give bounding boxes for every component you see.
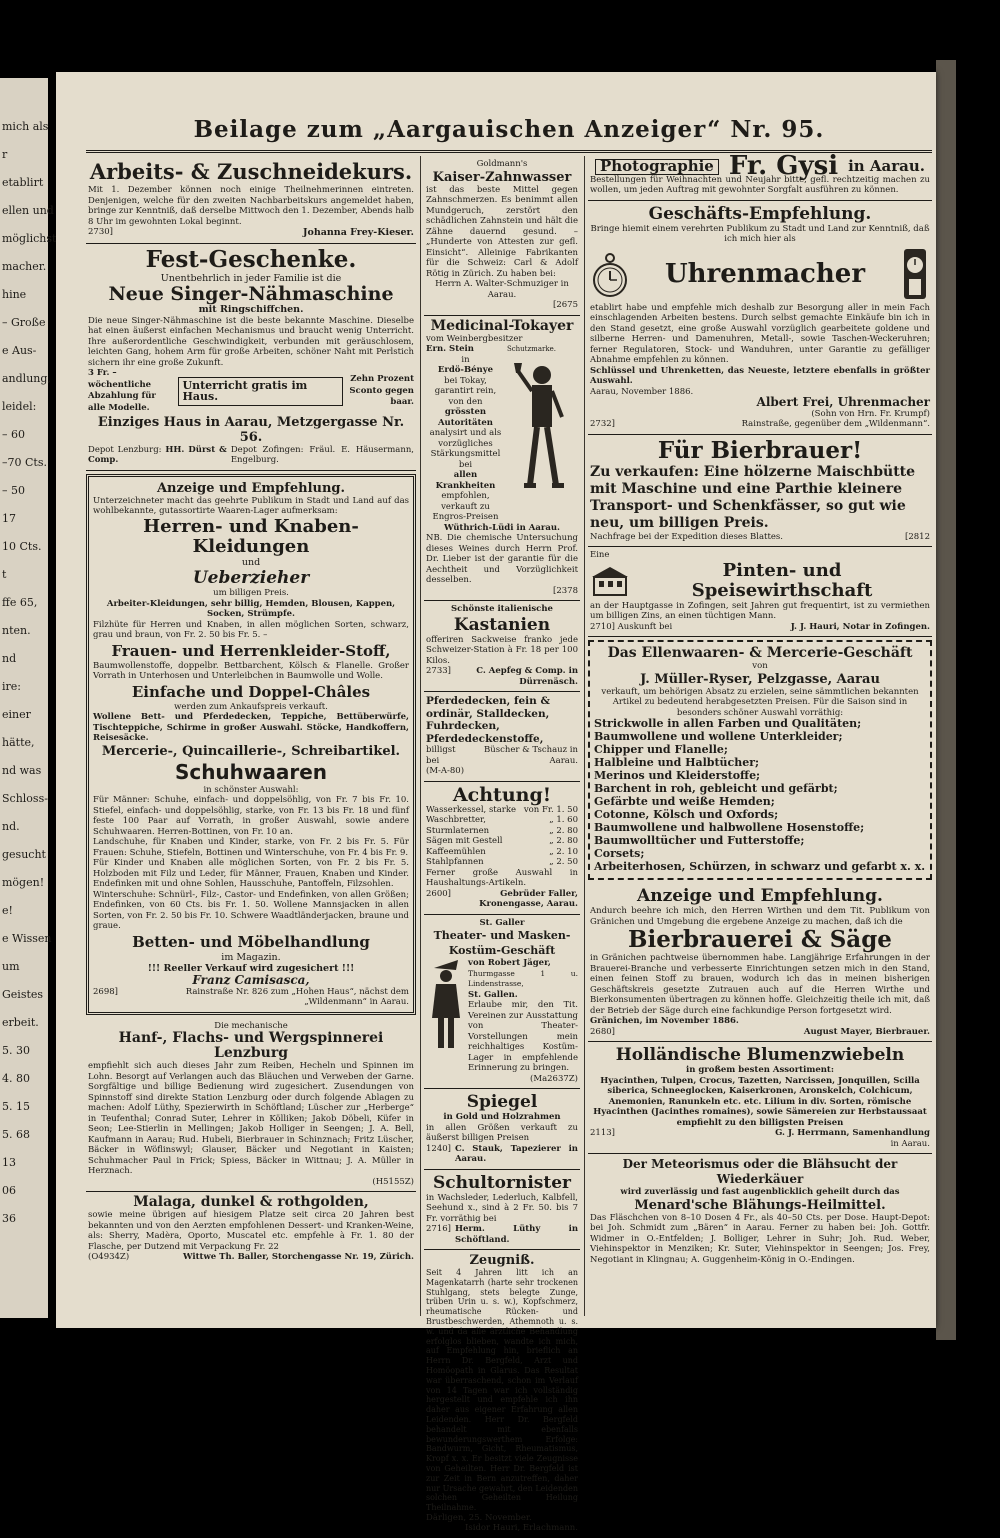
ad-tokayer (424, 316, 580, 602)
ad-signature: August Mayer, Bierbrauer. (803, 1026, 930, 1037)
ad-signature: Büscher & Tschauz in Aarau. (484, 745, 578, 766)
ad-number: [2378 (553, 585, 578, 596)
ad-line: Schönste italienische (451, 604, 553, 614)
price-row (426, 836, 578, 847)
ad-code: (M-A-80) (426, 766, 465, 776)
ad-text: Für Kinder und Knaben alle möglichen Sorten, von Fr. 2 bis Fr. 5. Holzboden mit Filz und Leder, für Männer, Frauen, Knaben und Kinder. Endefinken mit und ohne Sohlen, Hausschuhe, Pantoffeln, Filzsohlen. (93, 858, 409, 890)
left-page-text: 5. 15 (2, 1100, 30, 1113)
price-item-name: Stahlpfannen (426, 857, 484, 867)
ad-text: an der Hauptgasse in Zofingen, seit Jahren gut frequentirt, ist zu vermiethen um billigen Zins, an einen tüchtigen Mann. (590, 600, 930, 622)
ad-signature: G. J. Herrmann, Samenhandlung (775, 1128, 930, 1139)
left-page-text: einer (2, 708, 31, 721)
ad-date: Aarau, November 1886. (590, 386, 694, 397)
ad-text: Wollene Bett- und Pferdedecken, Teppiche, Bettüberwürfe, Tischteppiche, Schirme in großer Auswahl. Stöcke, Handkoffern, Reisesäcke. (93, 712, 409, 744)
ad-camisasca (86, 474, 416, 1015)
ad-malaga (86, 1192, 416, 1267)
ad-line: um billigen Preis. (213, 588, 289, 599)
price-row (426, 805, 578, 816)
ad-discount: Zehn Prozent Sconto gegen baar. (349, 374, 414, 408)
ad-title: Fr. Gysi (728, 151, 839, 181)
ad-line: Eine (590, 550, 610, 561)
ad-title: Zeugniß. (469, 1253, 535, 1268)
price-list (426, 805, 578, 868)
ad-line: und (241, 556, 261, 568)
ad-signature: J. J. Hauri, Notar in Zofingen. (790, 621, 930, 632)
price-row (426, 826, 578, 837)
ad-text: Schlüssel und Uhrenketten, das Neueste, letztere ebenfalls in größter Auswahl. (590, 365, 930, 387)
ad-number: 2680] (590, 1026, 615, 1037)
left-page-text: gesucht (2, 848, 46, 861)
left-page-text: Geistes (2, 988, 44, 1001)
ad-zeugniss (424, 1250, 580, 1538)
ad-name: Ern. Stein (426, 344, 474, 354)
column-2 (424, 156, 580, 1534)
ad-subtitle: Uhrenmacher (664, 258, 866, 289)
depot-value: HH. Dürst & Comp. (88, 444, 227, 466)
left-page-text: nd (2, 652, 17, 665)
ad-line: Auskunft bei (617, 621, 673, 632)
ad-line: wird zuverlässig und fast augenblicklich geheilt durch das (620, 1187, 900, 1198)
ad-zuschneidekurs (86, 156, 416, 244)
ad-text: Hyacinthen, Tulpen, Crocus, Tazetten, Narcissen, Jonquillen, Scilla siberica, Schneeglocken, Kaiserkronen, Aronskelch, Colchicum, Anemonien, Ranunkeln etc. etc. Lilium in div. Sorten, römische Hyacinthen (Jacinthes romaines), sowie Sämereien zur Herbstaussaat empfiehlt zu den billigsten Preisen (593, 1075, 927, 1128)
left-page-text: 06 (2, 1184, 16, 1197)
left-page-text: leidel: (2, 400, 37, 413)
left-page-text: andlung, (2, 372, 51, 385)
item-list (594, 718, 926, 874)
ad-number: 2733] (426, 666, 451, 676)
list-item: Arbeiterhosen, Schürzen, in schwarz und gefarbt x. x. (594, 860, 926, 874)
ad-title: Theater- und Masken-Kostüm-Geschäft (433, 929, 571, 957)
price-row (426, 857, 578, 868)
ad-signature: C. Aepfeg & Comp. in Dürrenäsch. (476, 666, 578, 687)
price-item-value: „ 1. 60 (549, 815, 578, 825)
ad-signature: Herm. Lüthy in Schöftland. (454, 1224, 578, 1245)
list-item: Halbleine und Halbtücher; (594, 756, 760, 770)
left-page-text: macher. (2, 260, 47, 273)
ad-heading: Mercerie-, Quincaillerie-, Schreibartikel. (101, 743, 401, 759)
left-page-text: mich als (2, 120, 49, 133)
ad-schultornister (424, 1170, 580, 1251)
ad-line: in (461, 354, 470, 365)
ad-code: (Ma2637Z) (530, 1073, 578, 1084)
price-item-value: „ 2. 50 (549, 857, 578, 867)
right-page-edge (936, 60, 956, 1340)
ad-title: Geschäfts-Empfehlung. (648, 203, 872, 224)
ad-number: 2730] (88, 227, 113, 237)
ad-text: Bestellungen für Weihnachten und Neujahr bitte, gefl. rechtzeitig machen zu wollen, um jeden Auftrag mit gewohnter Sorgfalt ausführen zu können. (590, 174, 930, 196)
left-page-text: – 60 (2, 428, 25, 441)
ad-text: Für Männer: Schuhe, einfach- und doppelsöhlig, von Fr. 7 bis Fr. 10. Stiefel, einfach- und doppelsöhlig, starke, von Fr. 13 bis Fr. 18 und fünf feste 100 Paar auf Vorrath, in großer Auswahl, sowie andere Schuhwaaren. Herren-Bottinen, von Fr. 10 an. (93, 795, 409, 837)
ad-title: Pinten- und Speisewirthschaft (691, 559, 873, 601)
ad-number: 1240] (426, 1143, 451, 1154)
ad-text: Zu verkaufen: Eine hölzerne Maischbütte mit Maschine und eine Parthie kleinere Transport- und Schenkfässer, so gut wie neu, um billigen Preis. (590, 463, 916, 531)
costume-figure-icon (426, 958, 466, 1054)
ad-title: Achtung! (452, 783, 552, 806)
ad-line: im Magazin. (221, 951, 281, 963)
ad-text: Seit 4 Jahren litt ich an Magenkatarrh (harte sehr trockenen Stuhlgang, stets belegte Zunge, trüben Urin u. s. w.), Kopfschmerz, rheumatische Rücken- und Brustbeschwerden, Athemnoth u. s. w. und da alle ärztliche Behandlung erfolglos blieben, wandte ich mich, auf Empfehlung hin, brieflich an Herrn Dr. Bergfeld, Arzt und Homöopath in Glarus. Das Resultat war überraschend, schon im Verlauf von 14 Tagen war ich vollständig hergestellt und empfehle ich ihn daher aus eigener Erfahrung allen Leidenden. Herr Dr. Bergfeld behandelt mit ebenfalls bewunderungswerthem Erfolge: Bandwurm, Gicht, Rheumatismus, Kropf x. x. Er besitzt viele Zeugnisse von Geheilten. Herr Dr. Bergfeld ist zur Zeit in Bern anzutreffen, daher nur Ursache gewahrt, den Leidenden solchen Geheilten Heilung Theilnahme. (426, 1268, 578, 1513)
left-page-text: erbeit. (2, 1016, 39, 1029)
left-page-text: 17 (2, 512, 16, 525)
list-item: Barchent in roh, gebleicht und gefärbt; (594, 782, 838, 796)
ad-text: in Gränichen pachtweise übernommen habe. Langjährige Erfahrungen in der Brauerei-Branche und verbesserte Einrichtungen setzen mich in den Stand, einen feinen Stoff zu brauen, wodurch ich das in meinen bisherigen Geschäftskreis gesetzte Zutrauen auch auf die Herren Wirthe und Bierkonsumenten übertragen zu können hoffe. Gleichzeitig theile ich mit, daß der Betrieb der Säge durch eine fachkundige Person fortgesetzt wird. (590, 953, 930, 1016)
price-item-name: Waschbretter, (426, 815, 486, 825)
ad-label: Photographie (595, 159, 719, 175)
price-row (426, 847, 578, 858)
ad-number: 2113] (590, 1128, 615, 1139)
left-page-fragment (0, 78, 57, 1318)
ad-zahnwasser (424, 156, 580, 316)
column-3 (588, 151, 932, 1316)
left-page-text: etablirt (2, 176, 44, 189)
ad-heading: Frauen- und Herrenkleider-Stoff, (111, 641, 391, 660)
ad-subtitle: Bierbrauerei & Säge (628, 926, 892, 954)
pocket-watch-icon (590, 246, 630, 302)
ad-number: 2710] (590, 621, 615, 632)
ad-dealer: Herrn A. Walter-Schmuziger in Aarau. (435, 279, 569, 300)
ad-boxed-note: Unterricht gratis im Haus. (178, 377, 344, 406)
ad-line: Die mechanische (214, 1020, 288, 1031)
ad-code: (H5155Z) (372, 1176, 414, 1187)
ad-title: Anzeige und Empfehlung. (637, 886, 883, 907)
ad-title: Medicinal-Tokayer (430, 317, 574, 334)
ad-date: Därligen, 25. November. (426, 1512, 532, 1523)
ad-heading: Herren- und Knaben-Kleidungen (143, 515, 359, 557)
list-item: Merinos und Kleiderstoffe; (594, 769, 761, 783)
ad-kastanien (424, 601, 580, 692)
ad-text: Pferdedecken, fein & ordinär, Stalldecken, Fuhrdecken, Pferdedeckenstoffe, (426, 695, 550, 745)
ad-text: Filzhüte für Herren und Knaben, in allen möglichen Sorten, schwarz, grau und braun, von Fr. 2. 50 bis Fr. 5. – (93, 619, 409, 641)
price-item-name: Kaffeemühlen (426, 846, 486, 857)
column-divider (420, 156, 421, 1316)
price-item-value: „ 2. 10 (549, 846, 578, 857)
ad-kostuem (424, 915, 580, 1090)
ad-text: Winterschuhe: Schnürl-, Filz-, Castor- und Endefinken, von allen Größen; Endefinken, von 60 Cts. bis Fr. 1. 50. Wollene Mannsjacken in allen Sorten, von Fr. 2. 50 bis Fr. 10. Schwere Waadtländerjacken, braune und graue. (93, 889, 409, 932)
ad-text: Die neue Singer-Nähmaschine ist die beste bekannte Maschine. Dieselbe hat einen äußerst einfachen Mechanismus und braucht wenig Unterricht. Ihre außerordentliche Geschwindigkeit, verbunden mit geräuschlosem, leichten Gang, hohem Arm für große Arbeiten, schöner Naht mit Perlstich sichern ihr eine große Zukunft. (88, 315, 414, 368)
ad-text: ist das beste Mittel gegen Zahnschmerzen. Es benimmt allen Mundgeruch, zerstört den schädlichen Zahnstein und hält die Zähne dauernd gesund. – „Hunderte von Attesten zur gefl. Einsicht“. Alleinige Fabrikanten für die Schweiz: Carl & Adolf Rötig in Zürich. Zu haben bei: (426, 184, 578, 279)
ad-text: offeriren Sackweise franko jede Schweizer-Station à Fr. 18 per 100 Kilos. (426, 634, 578, 666)
ad-title: Fest-Geschenke. (145, 245, 357, 273)
ad-bierbrauerei (588, 883, 932, 1042)
depot-label: Depot Zofingen: (230, 444, 304, 455)
left-page-text: 13 (2, 1156, 16, 1169)
ad-text: empfiehlt sich auch dieses Jahr zum Reiben, Hecheln und Spinnen im Lohn. Besorgt auf Verlangen auch das Bläuchen und Verweben der Garne. Sorgfältige und billige Bedienung wird zugesichert. Zusendungen von Spinnstoff sind direkte Station Lenzburg oder durch folgende Ablagen zu machen: Adolf Lüthy, Spezierwirth in Schöftland; Lüscher zur „Herberge“ in Teufenthal; Conrad Suter, Lehrer in Kölliken; Jakob Döbeli, Küfer in Seon; Lee-Stierlin in Mellingen; Jakob Holliger in Seengen; J. A. Bell, Kaufmann in Aarau; Rud. Hubeli, Bierbrauer in Schinznach; Fritz Lüscher, Bäcker in Wöflinswyl; Glauser, Bäcker und Negotiant in Kaisten; Schuhmacher Paul in Frick; Spiess, Bäcker in Wittnau; J. A. Müller in Herznach. (88, 1061, 414, 1177)
ad-signature: Wittwe Th. Baller, Storchengasse Nr. 19, Zürich. (182, 1252, 414, 1263)
ad-address: Rainstraße, gegenüber dem „Wildenmann“. (741, 419, 930, 430)
left-page-text: hine (2, 288, 27, 301)
ad-spinnerei (86, 1018, 416, 1193)
list-item: Strickwolle in allen Farben und Qualitäten; (594, 717, 862, 731)
ad-meteorismus (588, 1154, 932, 1269)
left-page-text: um (2, 960, 20, 973)
ad-number: [2812 (905, 531, 930, 542)
ad-line: mit Ringschiffchen. (198, 304, 304, 316)
left-page-text: nten. (2, 624, 31, 637)
ad-title: Hanf-, Flachs- und Wergspinnerei Lenzburg (118, 1030, 384, 1062)
price-item-value: „ 2. 80 (549, 825, 578, 836)
ad-subtitle: Menard'sche Blähungs-Heilmittel. (634, 1197, 886, 1213)
ad-line: von (752, 661, 768, 672)
clock-icon (900, 245, 930, 303)
ad-number: 2698] (93, 986, 118, 997)
ad-blumenzwiebeln (588, 1042, 932, 1154)
left-page-text: e Wissen (2, 932, 52, 945)
ad-number: 2716] (426, 1224, 451, 1234)
left-page-text: – 50 (2, 484, 25, 497)
ad-text: empfohlen, verkauft zu Engros-Preisen (432, 491, 499, 522)
ad-text: in Wachsleder, Lederluch, Kalbfell, Seehund x., sind à 2 Fr. 50. bis 7 Fr. vorräthig bei (426, 1192, 578, 1224)
ad-text: Baumwollenstoffe, doppelbr. Bettbarchent, Kölsch & Flanelle. Großer Vorrath in Unterhosen und Unterleibchen in Baumwolle und Wolle. (93, 660, 409, 682)
ad-title: Kaiser-Zahnwasser (432, 169, 572, 185)
list-item: Baumwollene und halbwollene Hosenstoffe; (594, 821, 865, 835)
ad-text: bei Tokay, garantirt rein, von den (434, 375, 497, 407)
ad-photographie (588, 151, 932, 201)
left-page-text: r (2, 148, 8, 161)
price-item-value: „ 2. 80 (549, 836, 578, 846)
column-divider (584, 156, 585, 1316)
ad-text: Arbeiter-Kleidungen, sehr billig, Hemden, Blousen, Kappen, Socken, Strümpfe. (106, 598, 396, 620)
ad-title: Malaga, dunkel & rothgolden, (133, 1194, 369, 1211)
ad-text: Andurch beehre ich mich, den Herren Wirthen und dem Tit. Publikum von Gränichen und Umgebung die ergebene Anzeige zu machen, daß ich die (590, 906, 930, 927)
left-page-text: e Aus- (2, 344, 37, 357)
ad-line: vom Weinbergbesitzer (426, 333, 523, 344)
ad-line: in Gold und Holzrahmen (443, 1112, 561, 1122)
ad-text: Landschuhe, für Knaben und Kinder, starke, von Fr. 2 bis Fr. 5. Für Frauen: Schuhe, Stiefeln, Bottinen und Winterschuhe, von Fr. 4 bis Fr. 9. (93, 837, 409, 858)
ad-title: Das Ellenwaaren- & Mercerie-Geschäft (607, 645, 913, 662)
ad-number: [2675 (553, 300, 578, 310)
column-1 (86, 156, 416, 1316)
left-page-text: mögen! (2, 876, 45, 889)
ad-terms: 3 Fr. – wöchentliche Abzahlung für alle Modelle. (88, 368, 156, 414)
newspaper-page (56, 72, 936, 1534)
ad-note: NB. Die chemische Untersuchung dieses Weines durch Herrn Prof. Dr. Lieber ist der garantie für die Aechtheit und Vorzüglichkeit desselben. (426, 533, 578, 585)
ad-signature: Albert Frei, Uhrenmacher (756, 395, 930, 410)
left-page-text: –70 Cts. (2, 456, 47, 469)
ad-bierbrauer (588, 435, 932, 548)
left-page-text: nd was (2, 764, 42, 777)
ad-line: !!! Reeller Verkauf wird zugesichert !!! (147, 963, 355, 975)
ad-dealer: Wüthrich-Lüdi in Aarau. (444, 522, 560, 533)
ad-date: Gränichen, im November 1886. (590, 1016, 739, 1027)
left-page-text: Schloss- (2, 792, 48, 805)
ad-pferdedecken (424, 692, 580, 782)
list-item: Gefärbte und weiße Hemden; (594, 795, 775, 809)
ad-text: analysirt und als vorzügliches Stärkungsmittel bei (429, 428, 502, 470)
ad-address: Rainstraße Nr. 826 zum „Hohen Haus“, nächst dem „Wildenmann“ in Aarau. (185, 986, 409, 1008)
left-page-text: e! (2, 904, 13, 917)
ad-line: Goldmann's (476, 159, 528, 169)
ad-heading: Betten- und Möbelhandlung (132, 932, 370, 951)
list-item: Cotonne, Kölsch und Oxfords; (594, 808, 779, 822)
ad-uhrenmacher (588, 201, 932, 435)
ad-text: billigst bei (426, 745, 456, 766)
list-item: Chipper und Flanelle; (594, 743, 728, 757)
price-item-name: Wasserkessel, starke (426, 804, 517, 815)
ad-place: in Aarau. (890, 1138, 930, 1149)
ad-line: von Robert Jäger, (468, 958, 551, 968)
left-page-text: 5. 30 (2, 1044, 30, 1057)
left-page-text: ffe 65, (2, 596, 38, 609)
ad-heading: Ueberzieher (192, 568, 310, 589)
left-page-text: möglichst (2, 232, 57, 245)
ad-number: 2600] (426, 888, 451, 899)
ad-line: St. Galler (479, 917, 525, 928)
ad-heading: Einfache und Doppel-Châles (131, 682, 371, 701)
left-page-text: t (2, 568, 7, 581)
left-page-text: 4. 80 (2, 1072, 30, 1085)
ad-signature: Isidor Hauri, Erlachmann. (465, 1523, 578, 1534)
list-item: Baumwollene und wollene Unterkleider; (594, 730, 843, 744)
depot-value: Fräul. E. Häusermann, Engelburg. (230, 444, 415, 466)
ad-wirthschaft (588, 547, 932, 637)
ad-title: Arbeits- & Zuschneidekurs. (89, 159, 413, 184)
ad-signature: (Sohn von Hrn. Fr. Krumpf) (811, 408, 930, 419)
ad-spiegel (424, 1089, 580, 1170)
left-page-text: 10 Cts. (2, 540, 42, 553)
ad-title: Der Meteorismus oder die Blähsucht der Wiederkäuer (622, 1157, 898, 1187)
ad-achtung (424, 782, 580, 915)
ad-text: grössten Autoritäten (437, 407, 493, 428)
ad-text: Erlaube mir, den Tit. Vereinen zur Ausstattung von Theater-Vorstellungen mein reichhaltiges Kostüm-Lager in empfehlende Erinnerung zu bringen. (468, 1000, 578, 1073)
ad-number: 2732] (590, 419, 615, 430)
ad-ellenwaaren (588, 640, 932, 880)
ad-text: Unterzeichneter macht das geehrte Publikum in Stadt und Land auf das wohlbekannte, gutassortirte Waaren-Lager aufmerksam: (93, 495, 409, 517)
depot-label: Depot Lenzburg: (88, 444, 162, 455)
ad-text: Nachfrage bei der Expedition dieses Blattes. (590, 531, 783, 542)
ad-address: Einziges Haus in Aarau, Metzgergasse Nr. 56. (97, 414, 405, 445)
ad-heading: Schuhwaaren (174, 759, 328, 784)
ad-title: Kastanien (453, 614, 551, 635)
ad-line: St. Gallen. (468, 989, 518, 1000)
left-page-text: 36 (2, 1212, 16, 1225)
ad-text: Mit 1. Dezember können noch einige Theilnehmerinnen eintreten. Denjenigen, welche für den zweiten Nachbarbeitskurs angemeldet haben, bringe zur Kenntniß, daß derselbe Mittwoch den 1. Dezember, Abends halb 8 Uhr im gewohnten Lokal beginnt. (88, 185, 414, 227)
ad-signature: Gebrüder Faller, Kronengasse, Aarau. (479, 888, 578, 909)
left-page-text: 5. 68 (2, 1128, 30, 1141)
price-item-name: Sturmlaternen (426, 825, 490, 836)
waiter-illustration-icon (512, 357, 572, 497)
ad-text: verkauft, um behörigen Absatz zu erzielen, seine sämmtlichen bekannten Artikel zu bedeutend herabgesetzten Preisen. Für die Saison sind in besonders schöner Auswahl vorräthig: (601, 686, 919, 718)
ad-place: Erdö-Bénye (437, 365, 494, 375)
left-page-text: nd. (2, 820, 20, 833)
ad-title: Schultornister (433, 1172, 571, 1193)
trademark-label: Schutzmarke. (506, 345, 556, 353)
ad-text: Ferner große Auswahl in Haushaltungs-Artikeln. (426, 867, 578, 888)
ad-signature: Johanna Frey-Kieser. (302, 227, 414, 238)
ad-line: Thurmgasse 1 u. Lindenstrasse, (468, 968, 578, 988)
ad-place: in Aarau. (848, 157, 926, 175)
ad-text: in allen Größen verkauft zu äußerst billigen Preisen (426, 1122, 578, 1143)
ad-title: Für Bierbrauer! (657, 436, 863, 464)
price-item-name: Sägen mit Gestell (426, 836, 503, 846)
ad-text: sowie meine übrigen auf hiesigem Platze seit circa 20 Jahren best bekannten und von den Aerzten empfohlenen Dessert- und Kranken-Weine, als: Sherry, Madèra, Oporto, Muscatel etc. empfehle à Fr. 1. 80 der Flasche, per Dutzend mit Verpackung Fr. 22 (88, 1210, 414, 1252)
ad-title: Anzeige und Empfehlung. (156, 480, 346, 496)
price-row (426, 815, 578, 826)
price-item-value: von Fr. 1. 50 (523, 804, 578, 815)
ad-name: J. Müller-Ryser, Pelzgasse, Aarau (640, 671, 880, 687)
ad-line: in großem besten Assortiment: (685, 1065, 834, 1076)
ad-text: etablirt habe und empfehle mich deshalb zur Besorgung aller in mein Fach einschlagenden Arbeiten bestens. Durch selbst gemachte Einkäufe bin ich in den Stand gesetzt, eine große Auswahl vorzüglich gearbeitete goldene und silberne Herren- und Damenuhren, Metall-, sowie Taschen-Weckeruhren; ferner Regulatoren, Stock- und Wanduhren, unter Garantie zu gefälliger Abnahme empfehlen zu können. (590, 302, 930, 366)
ad-code: (O4934Z) (88, 1252, 130, 1263)
ad-singer (86, 244, 416, 471)
ad-text: allen Krankheiten (435, 470, 496, 491)
ad-text: Das Fläschchen von 8–10 Dosen 4 Fr., als 40–50 Cts. per Dose. Haupt-Depot: bei Joh. Schmidt zum „Bären“ in Aarau. Ferner zu haben bei: Joh. Gottfr. Widmer in O.-Entfelden; J. Bolliger, Lehrer in Suhr; Joh. Rud. Weber, Viehinspektor in Menziken; Kr. Suter, Viehinspektor in Seengen; Jos. Frey, Negotiant in Klingnau; A. Guggenheim-König in O.-Endingen. (590, 1212, 930, 1265)
ad-subtitle: Neue Singer-Nähmaschine (108, 283, 394, 306)
ad-line: in schönster Auswahl: (203, 784, 299, 795)
building-icon (590, 565, 630, 597)
ad-line: Bringe hiemit einem verehrten Publikum zu Stadt und Land zur Kenntniß, daß ich mich hier als (590, 223, 930, 245)
page-heading: Beilage zum „Aargauischen Anzeiger“ Nr. 95. (193, 116, 825, 143)
list-item: Corsets; (594, 847, 645, 861)
ad-line: werden zum Ankaufspreis verkauft. (174, 701, 328, 712)
left-page-text: hätte, (2, 736, 35, 749)
ad-signature: Franz Camisasca, (192, 972, 310, 987)
list-item: Baumwolltücher und Futterstoffe; (594, 834, 805, 848)
ad-title: Holländische Blumenzwiebeln (615, 1045, 905, 1066)
left-page-text: ire: (2, 680, 21, 693)
left-page-text: ellen und (2, 204, 54, 217)
ad-title: Spiegel (466, 1092, 538, 1112)
left-page-text: – Große (2, 316, 46, 329)
ad-line: Unentbehrlich in jeder Familie ist die (160, 272, 342, 284)
ad-signature: C. Stauk, Tapezierer in Aarau. (454, 1143, 578, 1164)
